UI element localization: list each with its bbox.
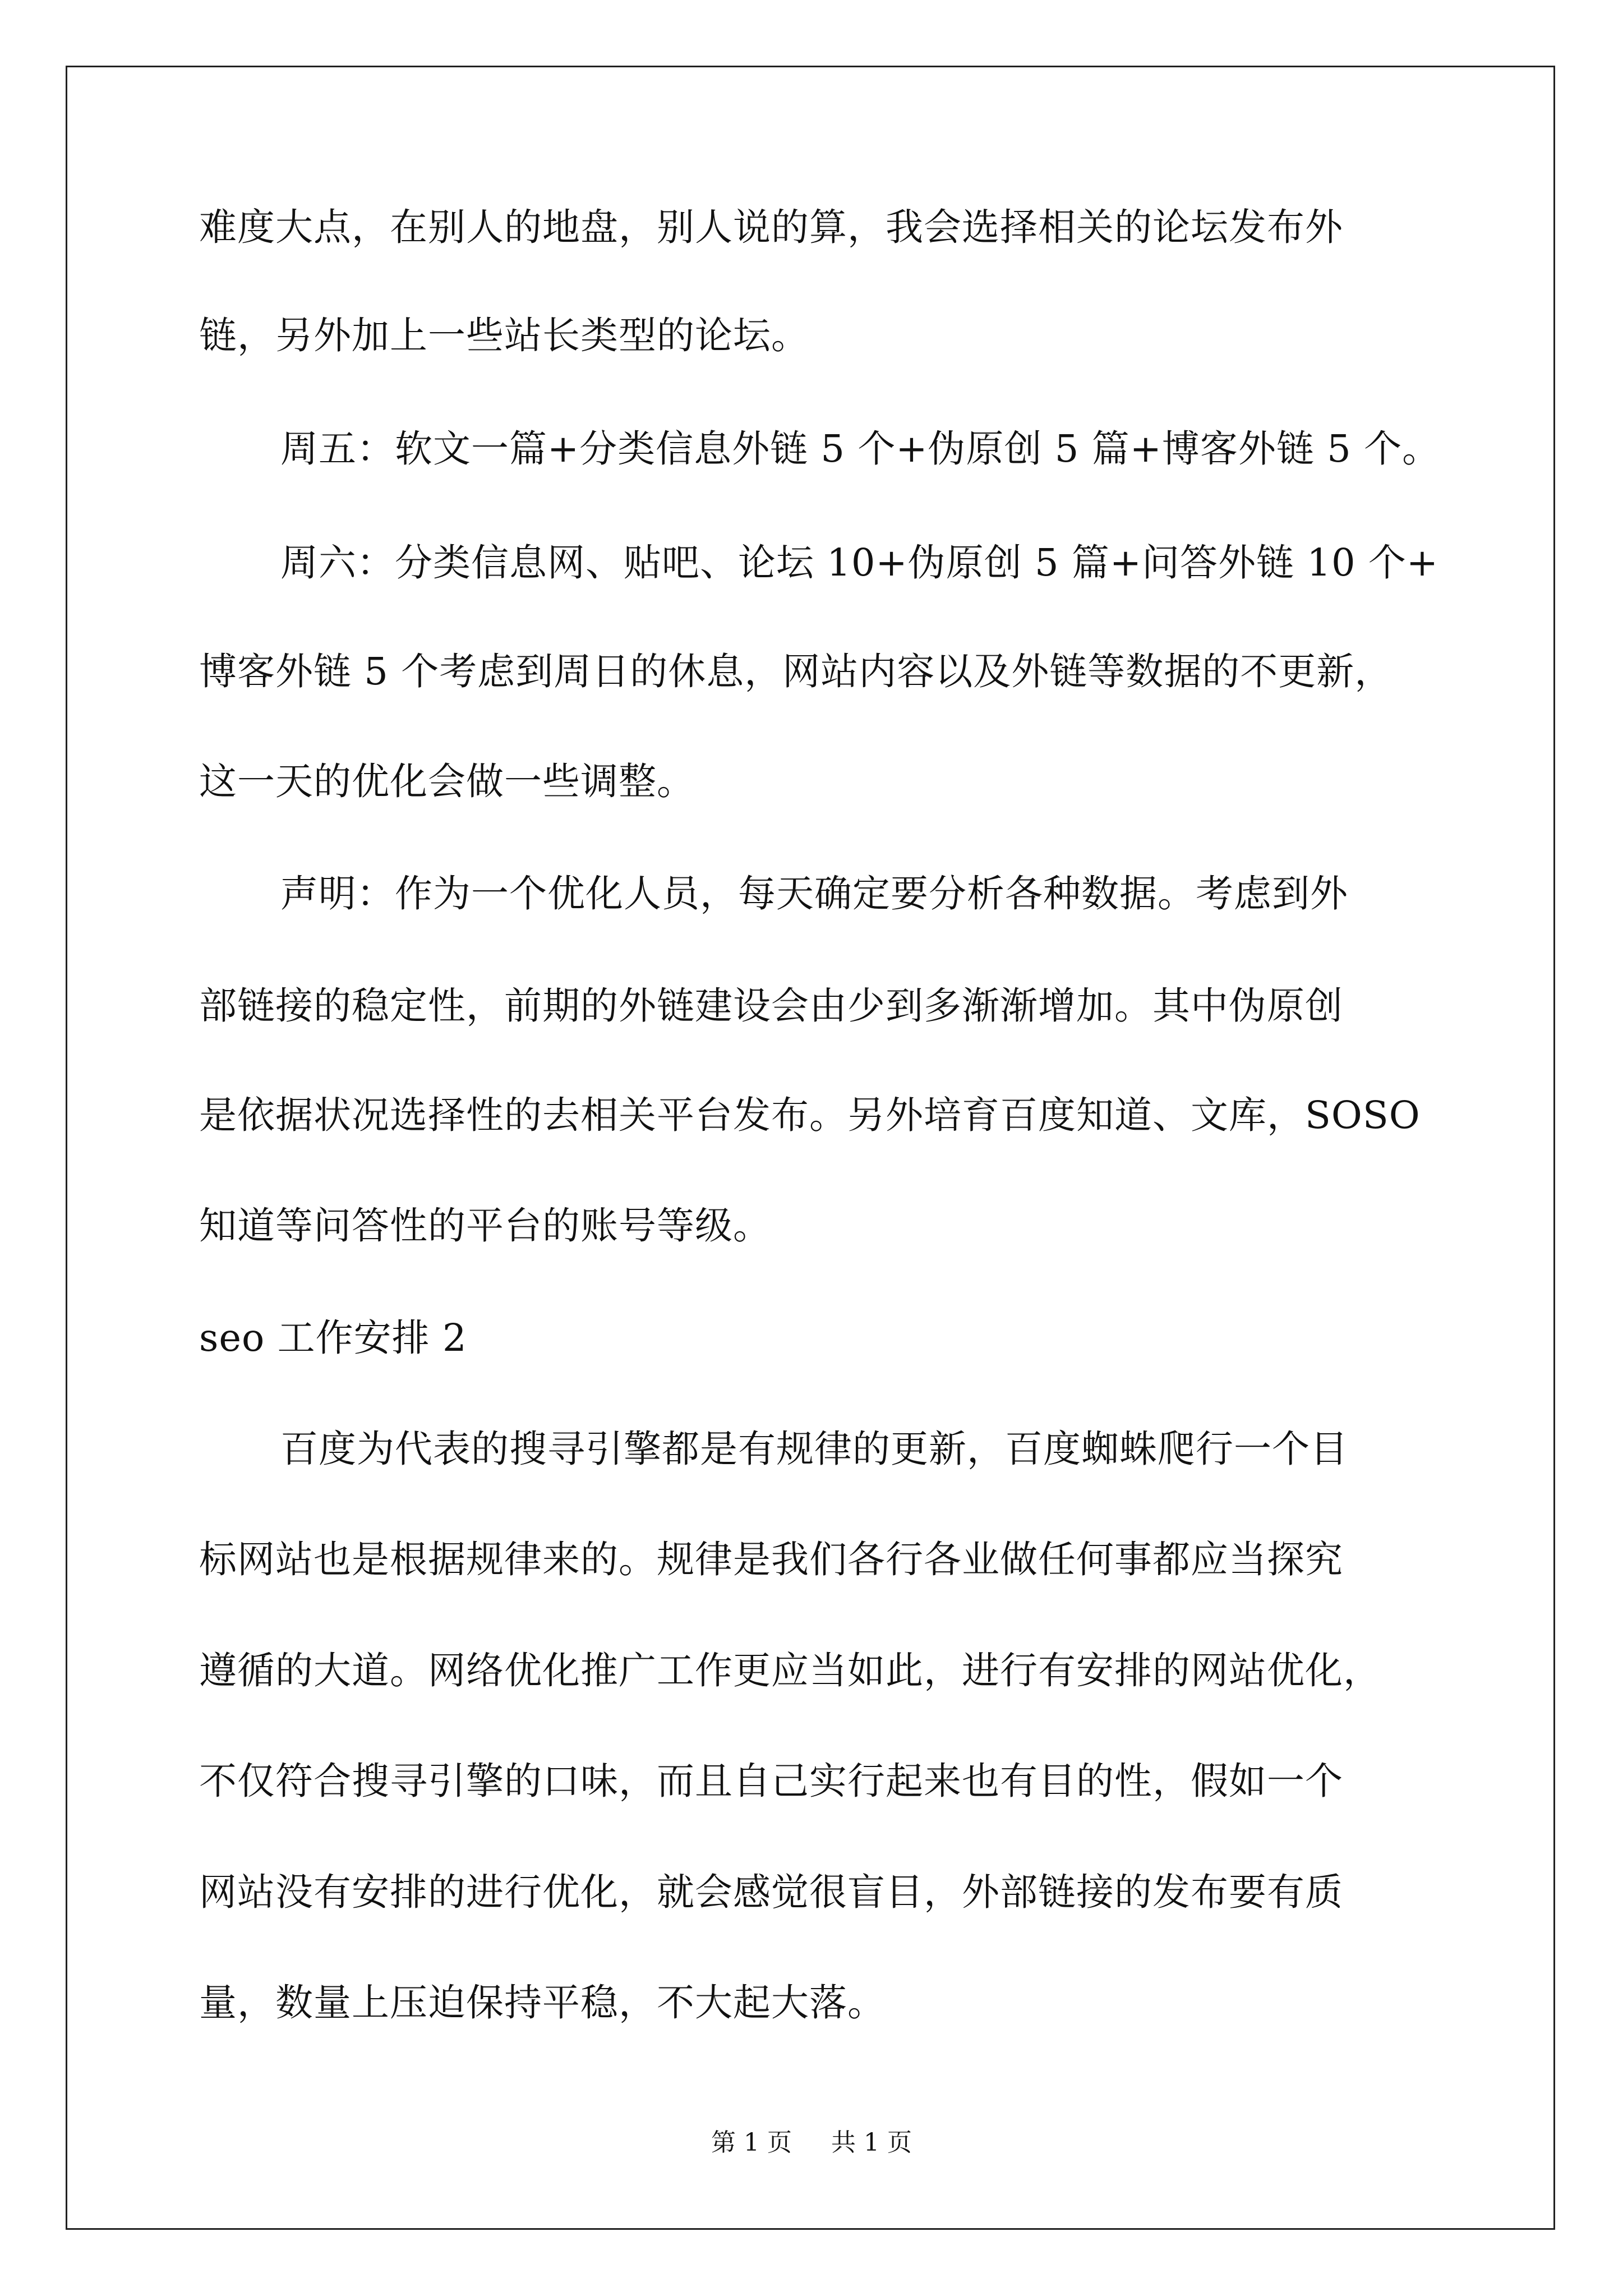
- section-heading: seo 工作安排 2: [199, 1316, 467, 1360]
- paragraph-line: 周六：分类信息网、贴吧、论坛 10+伪原创 5 篇+问答外链 10 个+: [280, 541, 1439, 585]
- paragraph-line: 部链接的稳定性，前期的外链建设会由少到多渐渐增加。其中伪原创: [199, 984, 1343, 1028]
- paragraph-line: 声明：作为一个优化人员，每天确定要分析各种数据。考虑到外: [280, 872, 1348, 915]
- paragraph-line: 不仅符合搜寻引擎的口味，而且自己实行起来也有目的性，假如一个: [199, 1759, 1343, 1803]
- paragraph-line: 是依据状况选择性的去相关平台发布。另外培育百度知道、文库，SOSO: [199, 1093, 1421, 1137]
- paragraph-line: 博客外链 5 个考虑到周日的休息，网站内容以及外链等数据的不更新，: [199, 650, 1393, 693]
- paragraph-line: 网站没有安排的进行优化，就会感觉很盲目，外部链接的发布要有质: [199, 1870, 1343, 1914]
- paragraph-line: 链，另外加上一些站长类型的论坛。: [199, 314, 809, 357]
- paragraph-line: 遵循的大道。网络优化推广工作更应当如此，进行有安排的网站优化，: [199, 1649, 1381, 1692]
- paragraph-line: 量，数量上压迫保持平稳，不大起大落。: [199, 1981, 886, 2024]
- paragraph-line: 难度大点，在别人的地盘，别人说的算，我会选择相关的论坛发布外: [199, 205, 1343, 249]
- paragraph-line: 知道等问答性的平台的账号等级。: [199, 1204, 771, 1248]
- page-footer: [0, 2126, 1623, 2160]
- paragraph-line: 周五：软文一篇+分类信息外链 5 个+伪原创 5 篇+博客外链 5 个。: [280, 427, 1441, 471]
- paragraph-line: 这一天的优化会做一些调整。: [199, 760, 695, 803]
- paragraph-line: 标网站也是根据规律来的。规律是我们各行各业做任何事都应当探究: [199, 1538, 1343, 1581]
- page-total: 共 1 页: [831, 2128, 912, 2157]
- paragraph-line: 百度为代表的搜寻引擎都是有规律的更新，百度蜘蛛爬行一个目: [280, 1427, 1348, 1471]
- page-number: 第 1 页: [711, 2128, 792, 2157]
